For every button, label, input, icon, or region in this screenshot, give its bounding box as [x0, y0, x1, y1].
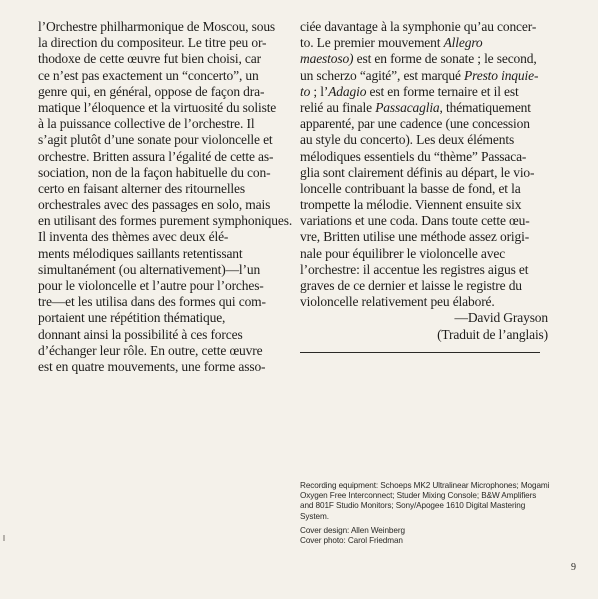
- text-line: mélodiques essentiels du “thème” Passaca-: [300, 148, 527, 164]
- text-line: graves de ce dernier et laisse le registre du: [300, 278, 522, 293]
- recording-credits: [300, 481, 570, 546]
- text-line: apparenté, par une cadence (une concession: [300, 116, 530, 132]
- text-run: to. Le premier mouvement: [300, 35, 444, 51]
- right-text-column: [300, 19, 550, 343]
- text-line: loncelle contribuant la basse de fond, et la: [300, 180, 521, 196]
- text-line: vre, Britten utilise une méthode assez origi-: [300, 229, 530, 245]
- text-run: est en forme ternaire et il est: [366, 83, 519, 99]
- text-run: un scherzo “agité”, est marqué: [300, 67, 465, 83]
- text-line: l’Orchestre philharmonique de Moscou, sous: [38, 19, 276, 34]
- text-line: [300, 35, 550, 51]
- credits-line: Oxygen Free Interconnect; Studer Mixing Console; B&W Amplifiers: [300, 491, 537, 501]
- text-line: trompette la mélodie. Viennent ensuite six: [300, 197, 522, 213]
- italic-term: Allegro: [443, 35, 483, 51]
- text-line: pour le violoncelle et l’autre pour l’orches-: [38, 278, 264, 293]
- text-line: ce n’est pas exactement un “concerto”, un: [38, 67, 259, 83]
- text-line: certo en faisant alterner des ritournelles: [38, 180, 245, 196]
- text-line: est en quatre mouvements, une forme asso-: [38, 358, 266, 374]
- italic-term: Passacaglia: [375, 99, 440, 115]
- text-line: Il inventa des thèmes avec deux élé-: [38, 229, 229, 245]
- text-line: d’échanger leur rôle. En outre, cette œuvre: [38, 342, 263, 358]
- author-signature: —David Grayson: [454, 310, 548, 326]
- text-line: matique l’éloquence et la virtuosité du soliste: [38, 99, 277, 115]
- page-number: 9: [571, 562, 576, 573]
- text-line: s’agit plutôt d’une sonate pour violoncelle et: [38, 132, 273, 148]
- text-line: ments mélodiques saillants retentissant: [38, 245, 243, 261]
- text-line: variations et une coda. Dans toute cette œu-: [300, 213, 530, 229]
- text-line: l’orchestre: il accentue les registres aigus et: [300, 261, 529, 277]
- text-line: [300, 51, 550, 67]
- text-line: tre—et les utilisa dans des formes qui com-: [38, 294, 266, 310]
- text-line: ciée davantage à la symphonie qu’au concer-: [300, 19, 537, 34]
- credits-line: Recording equipment: Schoeps MK2 Ultralinear Microphones; Mogami: [300, 481, 550, 490]
- text-line: donnant ainsi la possibilité à ces forces: [38, 326, 243, 342]
- cover-design-credit: Cover design: Allen Weinberg: [300, 525, 405, 535]
- text-line: nale pour équilibrer le violoncelle avec: [300, 245, 506, 261]
- text-line: [300, 84, 550, 100]
- italic-term: Presto inquie-: [464, 67, 539, 83]
- text-line: genre qui, en général, oppose de façon dra-: [38, 83, 265, 99]
- translation-note: (Traduit de l’anglais): [437, 326, 548, 342]
- text-line: orchestrales avec des passages en solo, mais: [38, 197, 271, 213]
- text-line: sociation, non de la façon habituelle du con-: [38, 164, 271, 180]
- text-line: en utilisant des formes purement symphoniques.: [38, 213, 293, 229]
- text-line: la direction du compositeur. Le titre peu or-: [38, 35, 267, 51]
- italic-term: Adagio: [328, 83, 367, 99]
- text-line: violoncelle relativement peu élaboré.: [300, 294, 495, 310]
- text-line: orchestre. Britten assura l’égalité de cette as-: [38, 148, 274, 164]
- left-text-column: [38, 19, 300, 375]
- italic-term: to: [300, 83, 311, 99]
- italic-term: maestoso): [300, 51, 354, 67]
- text-line: simultanément (ou alternativement)—l’un: [38, 261, 261, 277]
- text-line: [300, 68, 550, 84]
- credits-line: and 801F Studio Monitors; Sony/Apogee 1610 Digital Mastering: [300, 501, 526, 511]
- text-run: ; l’: [310, 83, 329, 99]
- section-divider: [300, 352, 540, 353]
- scan-edge-mark: [3, 535, 5, 541]
- text-line: à la puissance collective de l’orchestre. Il: [38, 116, 255, 132]
- text-line: au style du concerto). Les deux éléments: [300, 132, 515, 148]
- text-line: [300, 100, 550, 116]
- cover-photo-credit: Cover photo: Carol Friedman: [300, 536, 403, 546]
- text-line: portaient une répétition thématique,: [38, 310, 226, 326]
- text-run: , thématiquement: [439, 99, 531, 115]
- text-run: est en forme de sonate ; le second,: [353, 51, 537, 67]
- credits-line: System.: [300, 511, 329, 521]
- text-line: glia sont clairement définis au départ, le vio-: [300, 164, 535, 180]
- text-run: relié au finale: [300, 99, 376, 115]
- text-line: thodoxe de cette œuvre fut bien choisi, car: [38, 51, 261, 67]
